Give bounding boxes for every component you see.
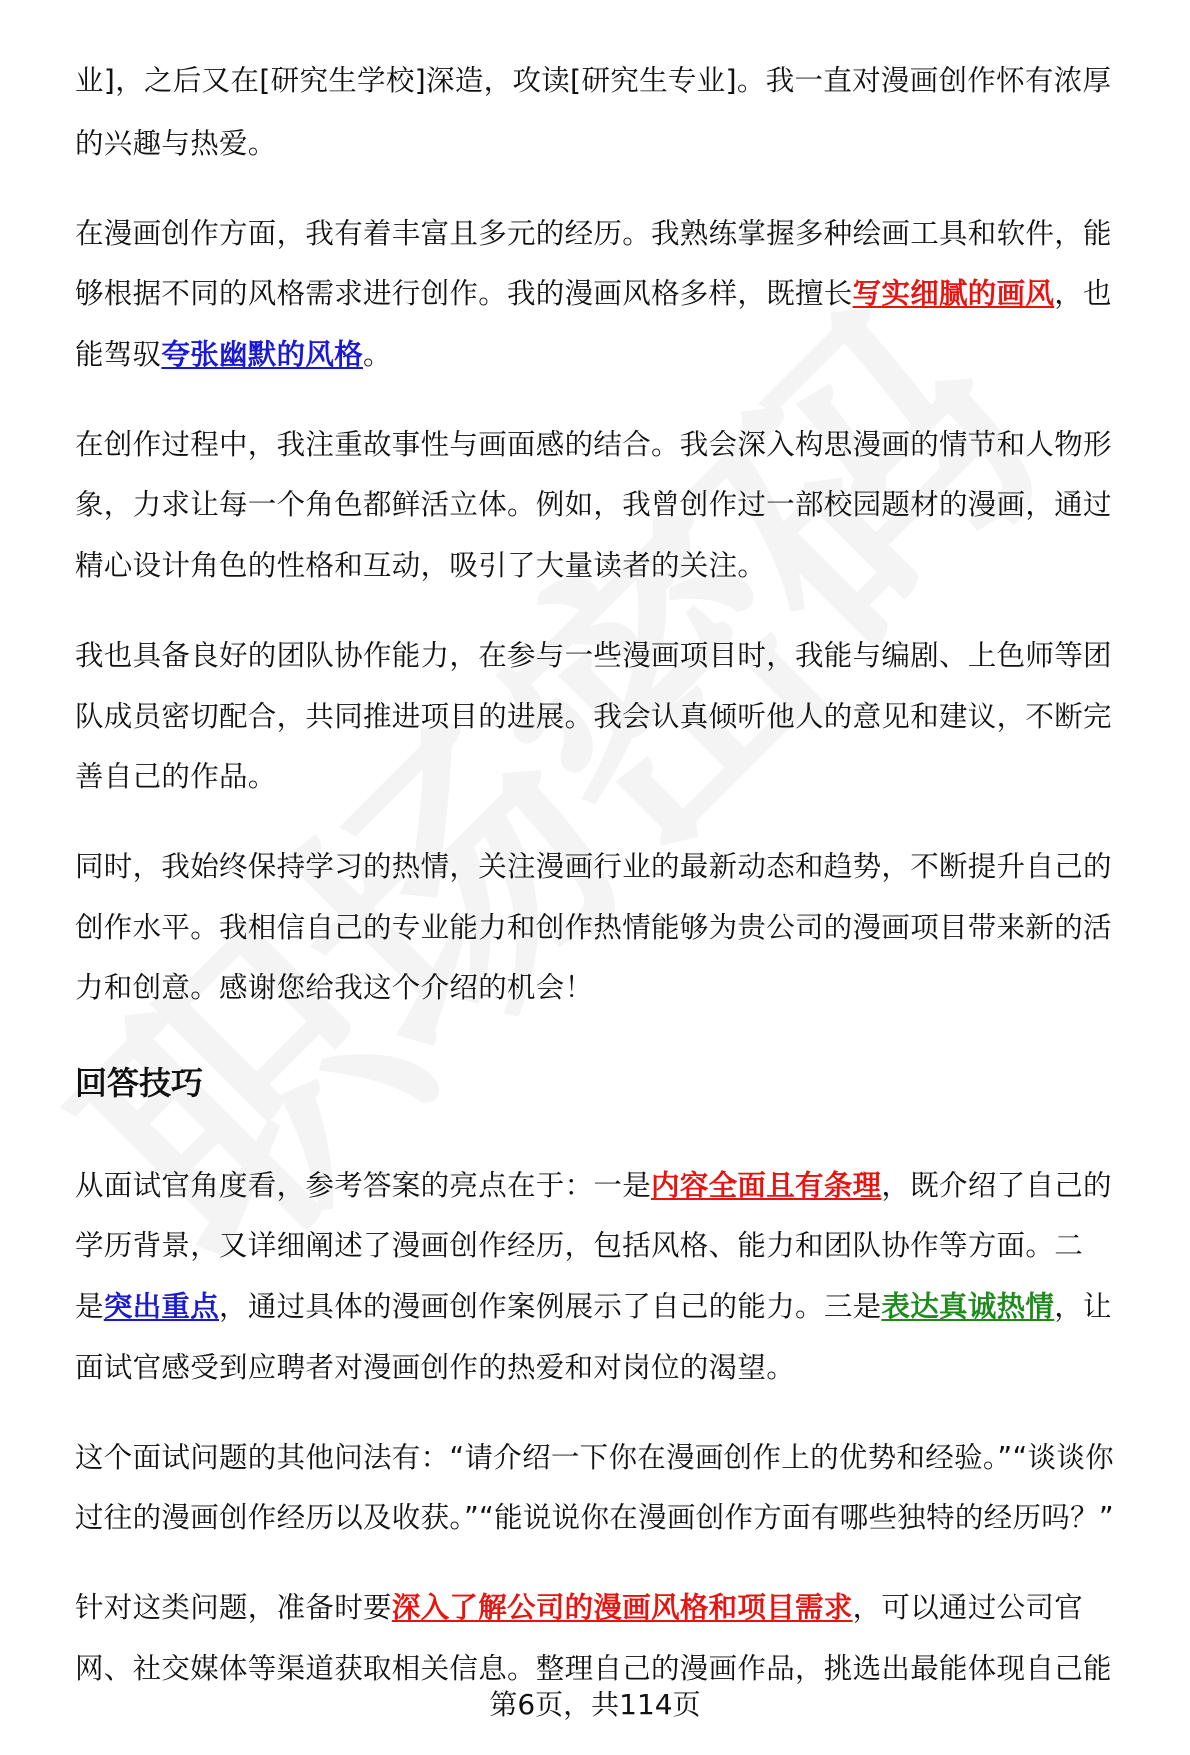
text-line [75, 1287, 1165, 1327]
text-segment: 业]，之后又在[研究生学校]深造，攻读[研究生专业]。我一直对漫画创作怀有浓厚 [75, 64, 1112, 97]
text-segment: 象，力求让每一个角色都鲜活立体。例如，我曾创作过一部校园题材的漫画，通过 [75, 488, 1112, 521]
highlighted-phrase-blue: 夸张幽默的风格 [161, 338, 364, 371]
text-segment: 够根据不同的风格需求进行创作。我的漫画风格多样，既擅长 [75, 277, 853, 310]
highlighted-phrase-red: 深入了解公司的漫画风格和项目需求 [391, 1591, 853, 1624]
text-line [75, 1226, 1165, 1266]
text-segment: 。 [363, 338, 392, 371]
text-line [75, 1166, 1165, 1206]
text-segment: 能驾驭 [75, 338, 162, 371]
text-segment: ，也 [1054, 277, 1112, 310]
text-line [75, 546, 1165, 586]
page-number-footer: 第6页，共114页 [489, 1688, 701, 1721]
text-segment: 同时，我始终保持学习的热情，关注漫画行业的最新动态和趋势，不断提升自己的 [75, 850, 1112, 883]
text-segment: 学历背景，又详细阐述了漫画创作经历，包括风格、能力和团队协作等方面。二 [75, 1229, 1084, 1262]
highlighted-phrase-green: 表达真诚热情 [881, 1290, 1055, 1323]
text-line [75, 697, 1165, 737]
text-line [75, 61, 1165, 101]
text-line [75, 757, 1165, 797]
text-segment: 善自己的作品。 [75, 760, 277, 793]
text-segment: 过往的漫画创作经历以及收获。”“能说说你在漫画创作方面有哪些独特的经历吗？” [75, 1501, 1114, 1534]
text-segment: 精心设计角色的性格和互动，吸引了大量读者的关注。 [75, 549, 767, 582]
text-segment: 这个面试问题的其他问法有：“请介绍一下你在漫画创作上的优势和经验。”“谈谈你 [75, 1441, 1114, 1474]
text-segment: ，既介绍了自己的 [881, 1169, 1112, 1202]
highlighted-phrase-red: 写实细腻的画风 [852, 277, 1055, 310]
text-segment: ，让 [1054, 1290, 1112, 1323]
text-segment: 在漫画创作方面，我有着丰富且多元的经历。我熟练掌握多种绘画工具和软件，能 [75, 217, 1112, 250]
text-segment: 力和创意。感谢您给我这个介绍的机会！ [75, 971, 594, 1004]
text-line [75, 968, 1165, 1008]
text-line [75, 335, 1165, 375]
text-segment: ，通过具体的漫画创作案例展示了自己的能力。三是 [219, 1290, 882, 1323]
text-line [75, 485, 1165, 525]
text-segment: 的兴趣与热爱。 [75, 127, 277, 160]
text-segment: 网、社交媒体等渠道获取相关信息。整理自己的漫画作品，挑选出最能体现自己能 [75, 1652, 1112, 1685]
text-line [75, 636, 1165, 676]
text-segment: 在创作过程中，我注重故事性与画面感的结合。我会深入构思漫画的情节和人物形 [75, 428, 1112, 461]
text-line [75, 1348, 1165, 1388]
text-segment: 是 [75, 1290, 104, 1323]
text-line [75, 214, 1165, 254]
text-segment: 队成员密切配合，共同推进项目的进展。我会认真倾听他人的意见和建议，不断完 [75, 700, 1112, 733]
text-line [75, 1498, 1165, 1538]
text-segment: 面试官感受到应聘者对漫画创作的热爱和对岗位的渴望。 [75, 1351, 796, 1384]
text-line [75, 1649, 1165, 1689]
text-line [75, 274, 1165, 314]
text-line [75, 908, 1165, 948]
text-segment: 创作水平。我相信自己的专业能力和创作热情能够为贵公司的漫画项目带来新的活 [75, 911, 1112, 944]
text-segment: 针对这类问题，准备时要 [75, 1591, 392, 1624]
text-segment: 从面试官角度看，参考答案的亮点在于：一是 [75, 1169, 652, 1202]
text-line [75, 1588, 1165, 1628]
text-segment: 我也具备良好的团队协作能力，在参与一些漫画项目时，我能与编剧、上色师等团 [75, 639, 1112, 672]
highlighted-phrase-red: 内容全面且有条理 [651, 1169, 882, 1202]
section-heading: 回答技巧 [75, 1064, 204, 1102]
highlighted-phrase-blue: 突出重点 [103, 1290, 220, 1323]
text-line [75, 847, 1165, 887]
text-line [75, 124, 1165, 164]
text-segment: ，可以通过公司官 [852, 1591, 1084, 1624]
text-line [75, 1438, 1165, 1478]
text-line [75, 425, 1165, 465]
